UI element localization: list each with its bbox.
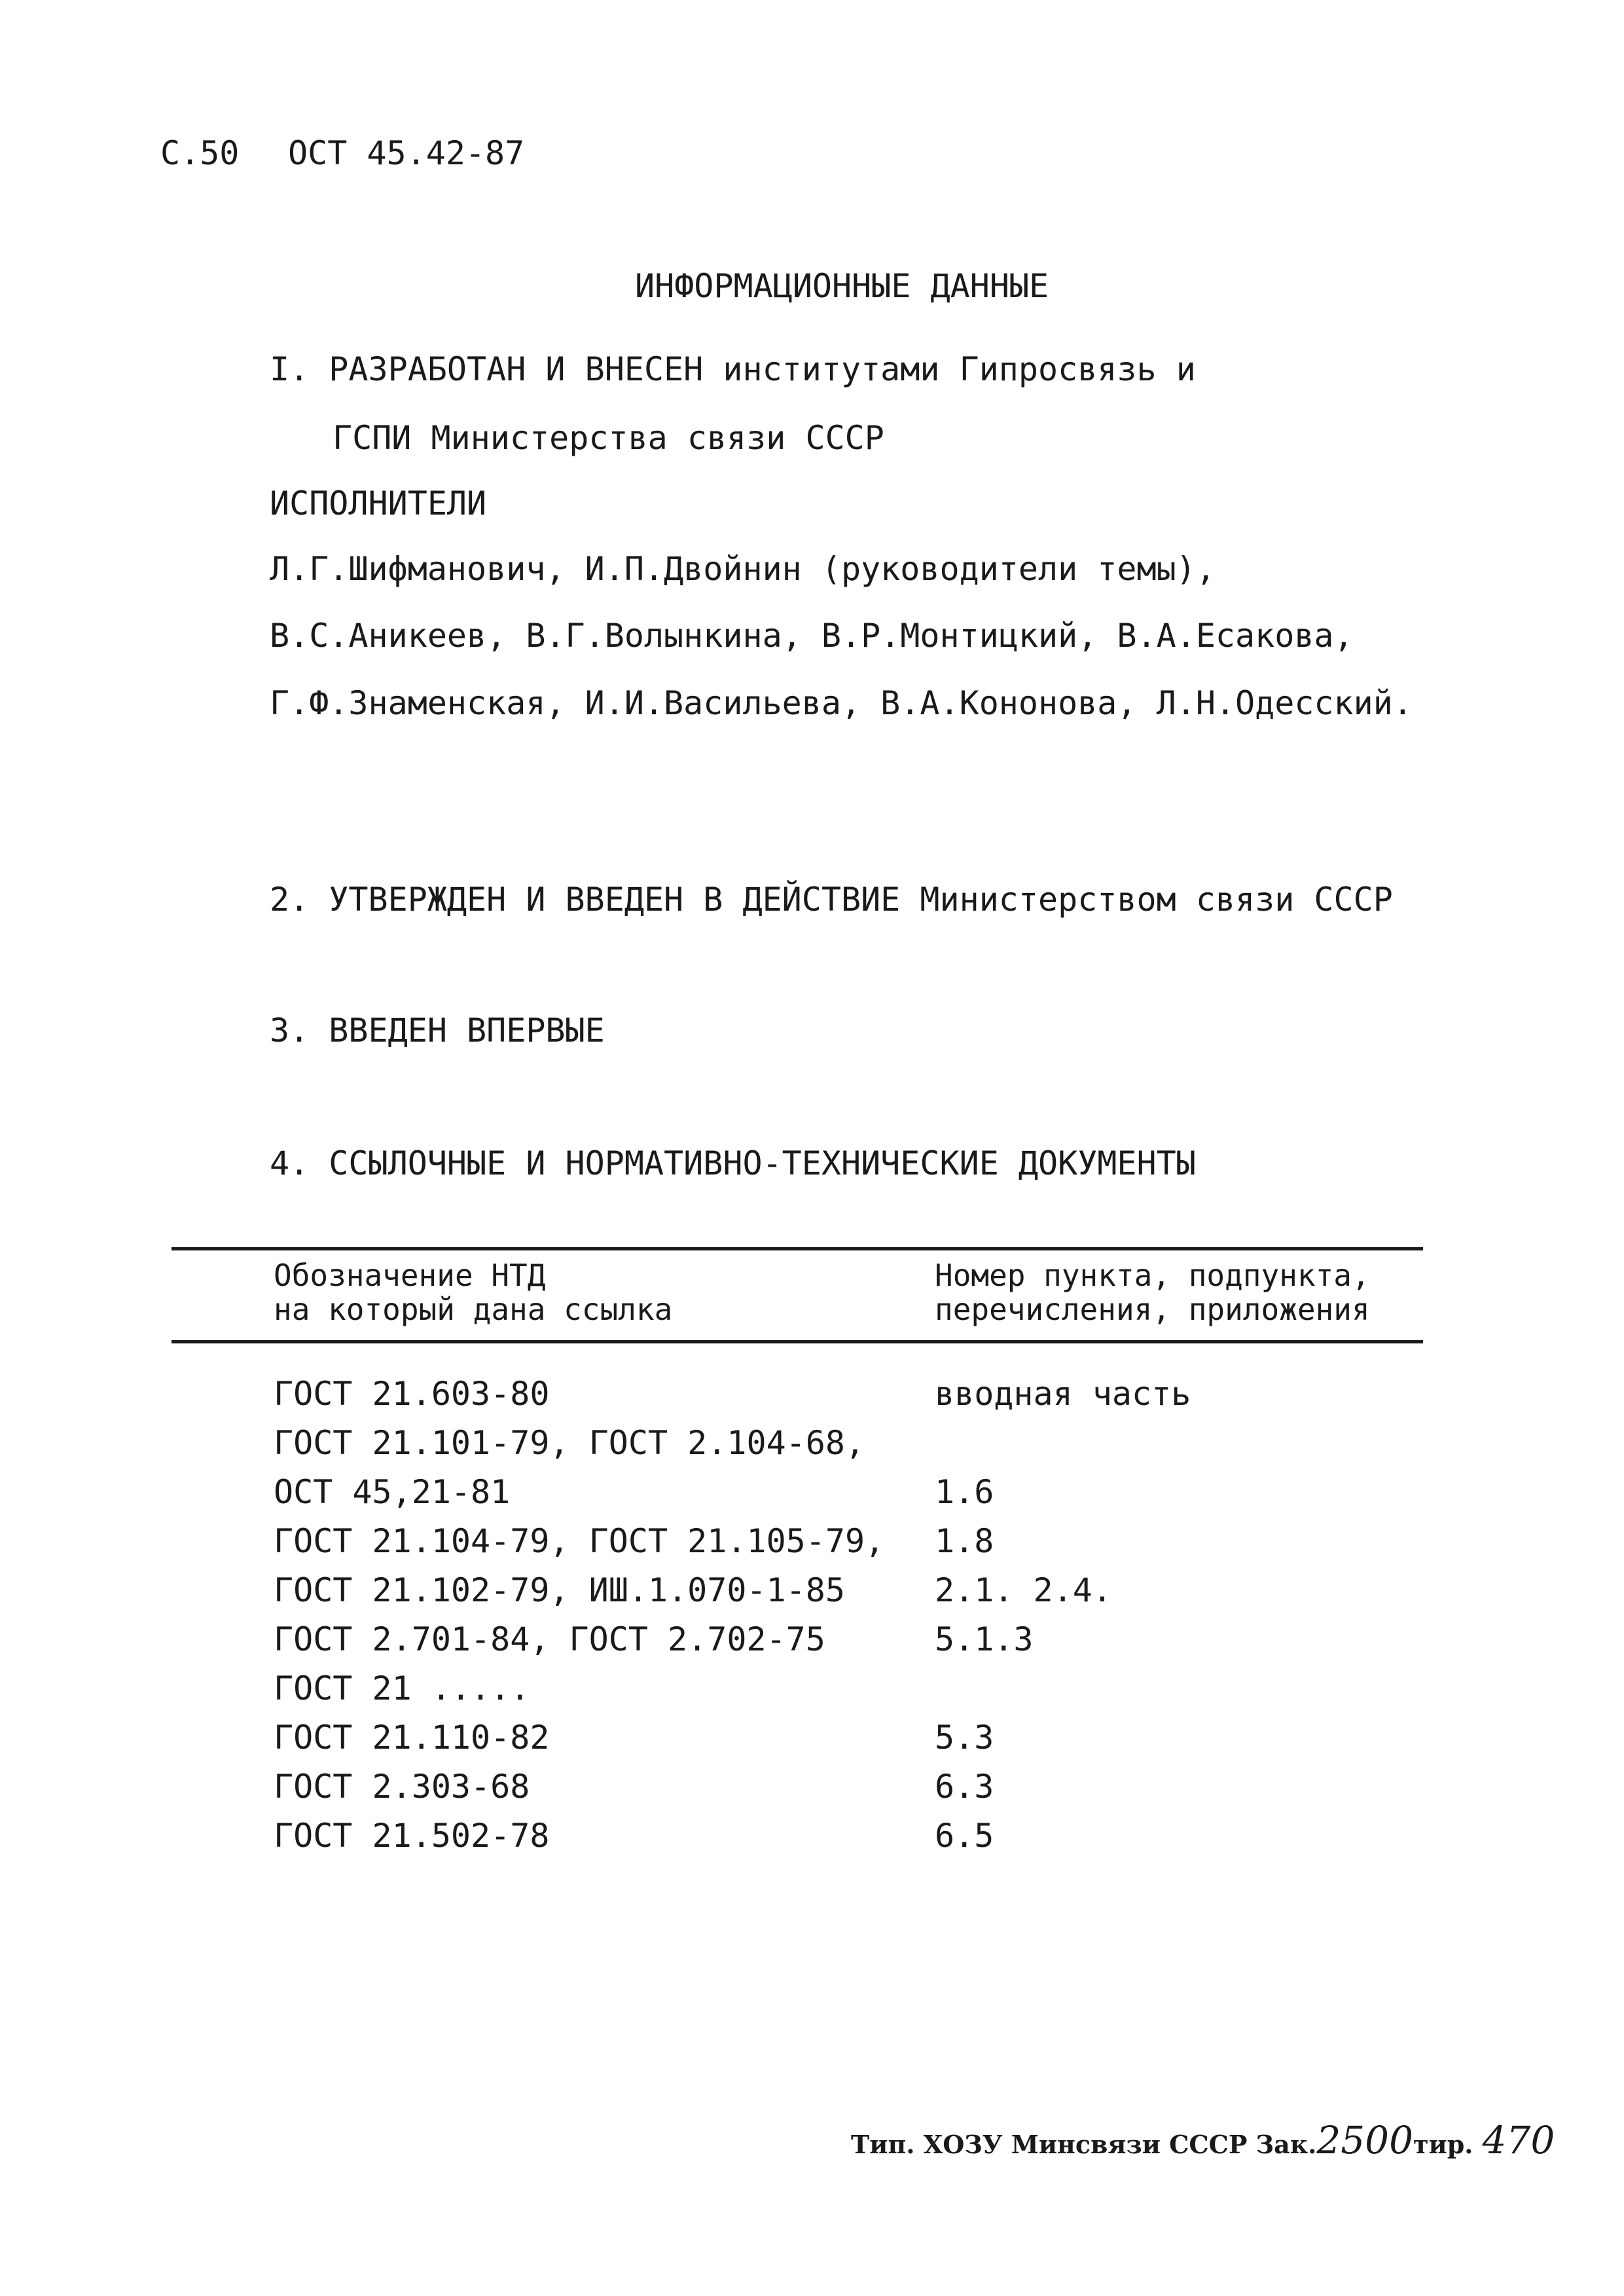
- section-4: 4. ССЫЛОЧНЫЕ И НОРМАТИВНО-ТЕХНИЧЕСКИЕ ДОКУМЕНТЫ: [270, 1144, 1196, 1182]
- table-row-doc: ГОСТ 21 .....: [274, 1669, 530, 1707]
- table-row-ref: 6.3: [935, 1768, 994, 1806]
- table-top-rule: [171, 1247, 1423, 1250]
- table-header-rule: [171, 1340, 1423, 1343]
- printer-imprint: [851, 2118, 1555, 2162]
- order-number: 2500: [1316, 2118, 1413, 2162]
- performers-line-2: В.С.Аникеев, В.Г.Волынкина, В.Р.Монтицкий, В.А.Есакова,: [270, 617, 1354, 655]
- imprint-text: Тип. ХОЗУ Минсвязи СССР Зак.: [851, 2130, 1317, 2159]
- print-run-label: тир.: [1413, 2130, 1473, 2159]
- col2-header-line-2: перечисления, приложения: [935, 1292, 1370, 1327]
- table-row-ref: 5.3: [935, 1719, 994, 1757]
- table-row-ref: 5.1.3: [935, 1620, 1034, 1658]
- table-row-ref: 2.1. 2.4.: [935, 1571, 1112, 1609]
- table-row-doc: ГОСТ 21.502-78: [274, 1817, 550, 1855]
- page-number: С.50: [160, 134, 240, 172]
- performers-line-3: Г.Ф.Знаменская, И.И.Васильева, В.А.Кононова, Л.Н.Одесский.: [270, 684, 1413, 722]
- col2-header-line-1: Номер пункта, подпункта,: [935, 1258, 1370, 1293]
- performers-label: ИСПОЛНИТЕЛИ: [270, 484, 487, 522]
- section-1-line-1: I. РАЗРАБОТАН И ВНЕСЕН институтами Гипросвязь и: [270, 350, 1196, 388]
- standard-code: ОСТ 45.42-87: [288, 134, 525, 172]
- table-row-doc: ГОСТ 21.603-80: [274, 1375, 550, 1413]
- table-row-doc: ГОСТ 21.110-82: [274, 1719, 550, 1757]
- section-3: 3. ВВЕДЕН ВПЕРВЫЕ: [270, 1011, 605, 1049]
- table-row-ref: 6.5: [935, 1817, 994, 1855]
- page-title: ИНФОРМАЦИОННЫЕ ДАННЫЕ: [635, 267, 1049, 305]
- col1-header-line-1: Обозначение НТД: [274, 1258, 546, 1293]
- performers-line-1: Л.Г.Шифманович, И.П.Двойнин (руководители темы),: [270, 550, 1216, 588]
- col1-header-line-2: на который дана ссылка: [274, 1292, 673, 1327]
- table-row-ref: 1.6: [935, 1473, 994, 1511]
- print-run: 470: [1482, 2118, 1555, 2162]
- table-row-doc: ГОСТ 21.102-79, ИШ.1.070-1-85: [274, 1571, 845, 1609]
- section-2: 2. УТВЕРЖДЕН И ВВЕДЕН В ДЕЙСТВИЕ Министерством связи СССР: [270, 881, 1393, 919]
- table-row-doc: ГОСТ 2.303-68: [274, 1768, 530, 1806]
- table-row-doc: ГОСТ 2.701-84, ГОСТ 2.702-75: [274, 1620, 825, 1658]
- table-row-ref: 1.8: [935, 1522, 994, 1560]
- table-row-ref: вводная часть: [935, 1375, 1191, 1413]
- section-1-line-2: ГСПИ Министерства связи СССР: [333, 419, 884, 457]
- table-row-doc: ГОСТ 21.104-79, ГОСТ 21.105-79,: [274, 1522, 885, 1560]
- table-row-doc: ОСТ 45,21-81: [274, 1473, 511, 1511]
- table-row-doc: ГОСТ 21.101-79, ГОСТ 2.104-68,: [274, 1424, 865, 1462]
